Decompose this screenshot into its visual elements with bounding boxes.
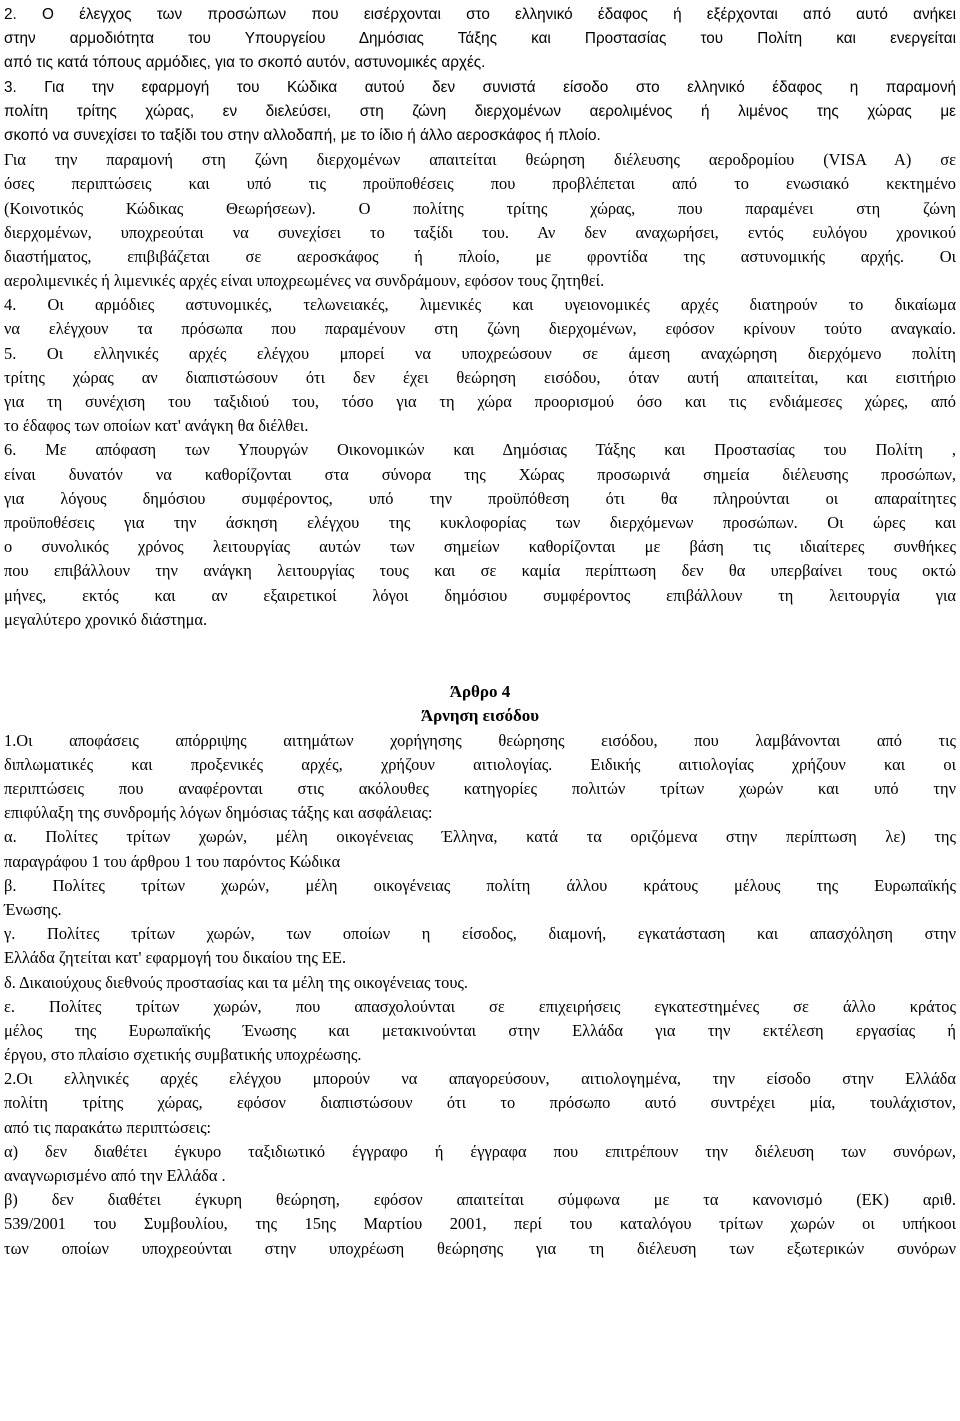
- text-line: β. Πολίτες τρίτων χωρών, μέλη οικογένειας πολίτη άλλου κράτους μέλους της Ευρωπαϊκής: [4, 875, 956, 895]
- text-line: περιπτώσεις που αναφέρονται στις ακόλουθες κατηγορίες πολιτών τρίτων χωρών και υπό την: [4, 779, 956, 798]
- text-line: (Κοινοτικός Κώδικας Θεωρήσεων). Ο πολίτης τρίτης χώρας, που παραμένει στη ζώνη: [4, 198, 956, 218]
- text-line: ε. Πολίτες τρίτων χωρών, που απασχολούνται σε επιχειρήσεις εγκατεστημένες σε άλλο κράτος: [4, 996, 956, 1016]
- document-page: [4, 3, 956, 1261]
- text-line: διπλωματικές και προξενικές αρχές, χρήζουν αιτιολογίας. Ειδικής αιτιολογίας χρήζουν και οι: [4, 754, 956, 774]
- text-line: είναι δυνατόν να καθορίζονται στα σύνορα της Χώρας προσωρινά σημεία διέλευσης προσώπων,: [4, 464, 956, 484]
- text-line: δ. Δικαιούχους διεθνούς προστασίας και τα μέλη της οικογένειας τους.: [4, 972, 469, 992]
- text-line: των οποίων υποχρεούνται στην υποχρέωση θεώρησης για τη διέλευση των εξωτερικών συνόρων: [4, 1238, 956, 1258]
- text-line: αναγνωρισμένο από την Ελλάδα .: [4, 1166, 226, 1185]
- text-line: Για την παραμονή στη ζώνη διερχομένων απαιτείται θεώρηση διέλευσης αεροδρομίου (VISA A) σε: [4, 150, 956, 170]
- text-line: 5. Οι ελληνικές αρχές ελέγχου μπορεί να υποχρεώσουν σε άμεση αναχώρηση διερχόμενο πολίτη: [4, 343, 956, 363]
- text-line: που επιβάλλουν την ανάγκη λειτουργίας τους και σε καμία περίπτωση δεν θα υπερβαίνει τους οκτώ: [4, 561, 956, 581]
- text-line: α) δεν διαθέτει έγκυρο ταξιδιωτικό έγγραφο ή έγγραφα που επιτρέπουν την διέλευση των συνόρων,: [4, 1141, 956, 1161]
- text-line: να ελέγχουν τα πρόσωπα που παραμένουν στη ζώνη διερχομένων, εφόσον κρίνουν τούτο αναγκαίο.: [4, 319, 956, 339]
- text-line: 2.Οι ελληνικές αρχές ελέγχου μπορούν να απαγορεύσουν, αιτιολογημένα, την είσοδο στην Ελλάδα: [4, 1069, 956, 1089]
- text-line: παραγράφου 1 του άρθρου 1 του παρόντος Κώδικα: [4, 851, 341, 871]
- text-line: για λόγους δημόσιου συμφέροντος, υπό την προϋπόθεση ότι θα πληρούνται οι απαραίτητες: [4, 488, 956, 508]
- spacer: [4, 632, 956, 656]
- article-title: Άρθρο 4: [449, 682, 511, 702]
- text-line: από τις κατά τόπους αρμόδιες, για το σκοπό αυτόν, αστυνομικές αρχές.: [4, 54, 486, 72]
- article-3-body: [4, 3, 956, 632]
- text-line: στην αρμοδιότητα του Υπουργείου Δημόσιας Τάξης και Προστασίας του Πολίτη και ενεργείται: [4, 30, 956, 48]
- text-line: 3. Για την εφαρμογή του Κώδικα αυτού δεν συνιστά είσοδο στο ελληνικό έδαφος η παραμονή: [4, 78, 956, 96]
- text-line: α. Πολίτες τρίτων χωρών, μέλη οικογένειας Έλληνα, κατά τα οριζόμενα στην περίπτωση λε) της: [4, 827, 956, 847]
- text-line: όσες περιπτώσεις και υπό τις προϋποθέσεις που προβλέπεται από το ενωσιακό κεκτημένο: [4, 174, 956, 194]
- text-line: έργου, στο πλαίσιο σχετικής συμβατικής υποχρέωσης.: [4, 1045, 362, 1065]
- spacer: [4, 656, 956, 680]
- text-line: διαστήματος, επιβιβάζεται σε αεροσκάφος ή πλοίο, με φροντίδα της αστυνομικής αρχής. Οι: [4, 246, 956, 266]
- text-line: επιφύλαξη της συνδρομής λόγων δημόσιας τάξης και ασφάλειας:: [4, 803, 433, 823]
- text-line: Ένωσης.: [4, 899, 62, 919]
- text-line: 539/2001 του Συμβουλίου, της 15ης Μαρτίου 2001, περί του καταλόγου τρίτων χωρών οι υπήκοοι: [4, 1214, 956, 1234]
- text-line: το έδαφος των οποίων κατ' ανάγκη θα διέλθει.: [4, 416, 309, 436]
- text-line: 1.Οι αποφάσεις απόρριψης αιτημάτων χορήγησης θεώρησης εισόδου, που λαμβάνονται από τις: [4, 730, 956, 750]
- text-line: 6. Με απόφαση των Υπουργών Οικονομικών και Δημόσιας Τάξης και Προστασίας του Πολίτη ,: [4, 440, 956, 460]
- text-line: σκοπό να συνεχίσει το ταξίδι του στην αλλοδαπή, με το ίδιο ή άλλο αεροσκάφος ή πλοίο.: [4, 126, 601, 144]
- text-line: πολίτη τρίτης χώρας, εν διελεύσει, στη ζώνη διερχομένων αερολιμένος ή λιμένος της χώρας με: [4, 102, 956, 120]
- text-line: αερολιμενικές ή λιμενικές αρχές είναι υποχρεωμένες να συνδράμουν, εφόσον τους ζητηθεί.: [4, 271, 605, 291]
- article-subtitle: Άρνηση εισόδου: [420, 706, 540, 726]
- text-line: μεγαλύτερο χρονικό διάστημα.: [4, 609, 208, 629]
- text-line: β) δεν διαθέτει έγκυρη θεώρηση, εφόσον απαιτείται σύμφωνα με τα κανονισμό (ΕΚ) αριθ.: [4, 1190, 956, 1210]
- text-line: 4. Οι αρμόδιες αστυνομικές, τελωνειακές, λιμενικές και υγειονομικές αρχές διατηρούν το δικαίωμα: [4, 295, 956, 315]
- text-line: ο συνολικός χρόνος λειτουργίας αυτών των σημείων καθορίζονται με βάση τις ιδιαίτερες συνθήκες: [4, 537, 956, 557]
- text-line: από τις παρακάτω περιπτώσεις:: [4, 1117, 212, 1137]
- text-line: διερχομένων, υποχρεούται να συνεχίσει το ταξίδι του. Αν δεν αναχωρήσει, εντός ευλόγου χρονικού: [4, 222, 956, 242]
- text-line: μήνες, εκτός και αν εξαιρετικοί λόγοι δημόσιου συμφέροντος επιβάλλουν τη λειτουργία για: [4, 585, 956, 605]
- text-line: για τη συνέχιση του ταξιδιού του, τόσο για τη χώρα προορισμού όσο και τις ενδιάμεσες χώρες, από: [4, 392, 956, 411]
- article-4-body: [4, 729, 956, 1261]
- text-line: μέλος της Ευρωπαϊκής Ένωσης και μετακινούνται στην Ελλάδα για την εκτέλεση εργασίας ή: [4, 1020, 956, 1040]
- text-line: τρίτης χώρας αν διαπιστώσουν ότι δεν έχει θεώρηση εισόδου, όταν αυτή απαιτείται, και εισιτήριο: [4, 367, 956, 387]
- text-line: προϋποθέσεις για την άσκηση ελέγχου της κυκλοφορίας των διερχόμενων προσώπων. Οι ώρες και: [4, 512, 956, 532]
- text-line: γ. Πολίτες τρίτων χωρών, των οποίων η είσοδος, διαμονή, εγκατάσταση και απασχόληση στην: [4, 924, 956, 944]
- text-line: 2. Ο έλεγχος των προσώπων που εισέρχονται στο ελληνικό έδαφος ή εξέρχονται από αυτό ανήκει: [4, 6, 956, 23]
- text-line: Ελλάδα ζητείται κατ' εφαρμογή του δικαίου της ΕΕ.: [4, 948, 347, 968]
- text-line: πολίτη τρίτης χώρας, εφόσον διαπιστώσουν ότι το πρόσωπο αυτό συντρέχει μία, τουλάχιστον,: [4, 1093, 956, 1113]
